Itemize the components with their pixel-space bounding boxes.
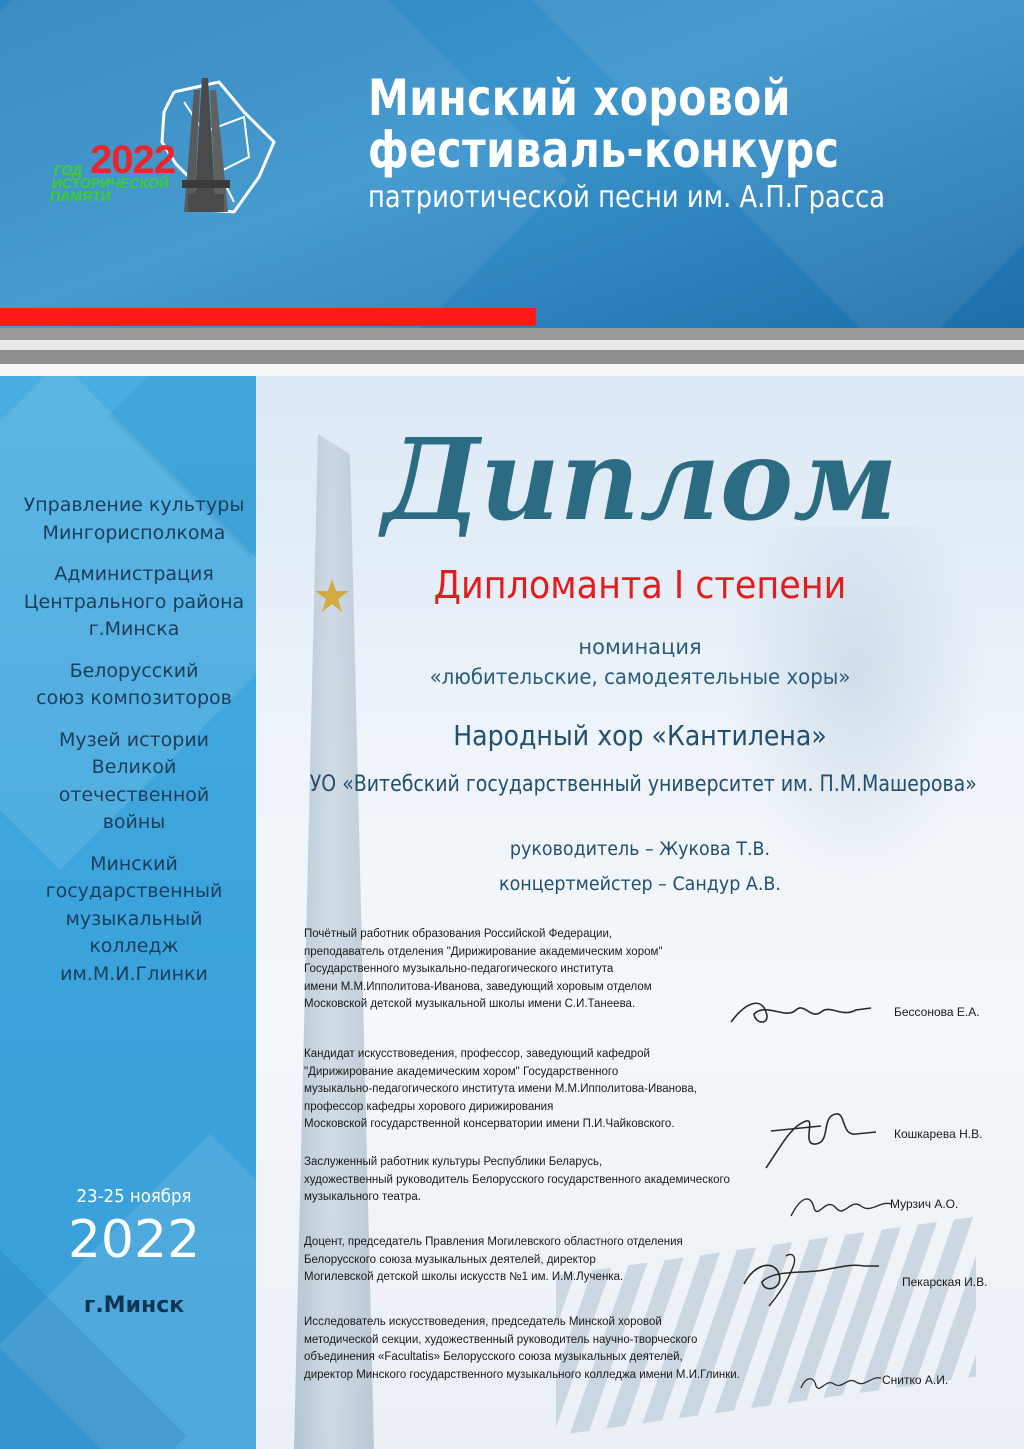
festival-title — [368, 69, 969, 218]
year-of-historical-memory-logo — [44, 72, 284, 222]
organizer-line: г.Минска — [88, 618, 180, 640]
choir-name: Народный хор «Кантилена» — [453, 719, 827, 752]
nomination-value: «любительские, самодеятельные хоры» — [429, 665, 851, 689]
jury-line: Почётный работник образования Российской Федерации, — [304, 928, 613, 940]
jury-line: профессор кафедры хорового дирижирования — [304, 1100, 554, 1113]
jury-line: Исследователь искусствоведения, председатель Минской хоровой — [304, 1316, 662, 1328]
institution-name: УО «Витебский государственный университет им. П.М.Машерова» — [309, 772, 977, 797]
jury-line: Московской детской музыкальной школы имени С.И.Танеева. — [304, 998, 636, 1010]
organizers-list — [0, 492, 256, 1002]
jury-line: методической секции, художественный руководитель научно-творческого — [304, 1333, 698, 1346]
jury-line: Белорусского союза музыкальных деятелей, директор — [304, 1253, 596, 1266]
jury-name: Пекарская И.В. — [902, 1275, 988, 1289]
event-dates — [0, 1186, 268, 1320]
red-stripe — [0, 308, 536, 326]
nomination-label: номинация — [578, 635, 702, 659]
logo-caption — [49, 164, 172, 203]
signature-icon — [786, 1186, 896, 1226]
jury-line: Московской государственной консерватории имени П.И.Чайковского. — [304, 1118, 675, 1130]
jury-name: Кошкарева Н.В. — [894, 1127, 983, 1141]
jury-line: музыкально-педагогического института имени М.М.Ипполитова-Иванова, — [304, 1083, 697, 1095]
title-line-1: Минский хоровой — [368, 69, 791, 127]
signature-icon — [796, 1366, 886, 1396]
jury-line: объединения «Facultatis» Белорусского союза музыкальных деятелей, — [304, 1351, 683, 1363]
jury-member-description — [304, 1314, 824, 1384]
gray-stripe — [0, 350, 1024, 364]
organizer-composers-union — [0, 658, 256, 713]
organizer-music-college — [0, 851, 256, 989]
organizer-line: им.М.И.Глинки — [60, 962, 208, 985]
title-subtitle: патриотической песни им. А.П.Грасса — [368, 180, 886, 215]
signature-icon — [726, 992, 876, 1032]
organizer-line: Минский — [90, 852, 178, 875]
white-stripe — [0, 364, 1024, 376]
jury-line: музыкального театра. — [304, 1191, 421, 1203]
signature-icon — [734, 1244, 884, 1314]
organizer-culture-department — [0, 492, 256, 547]
organizer-line: Великой — [91, 756, 177, 778]
jury-member-description — [304, 1046, 824, 1134]
jury-line: имени М.М.Ипполитова-Иванова, заведующий хоровым отделом — [304, 980, 652, 993]
gray-stripe — [0, 328, 1024, 340]
jury-line: Государственного музыкально-педагогического института — [304, 963, 614, 975]
jury-line: Кандидат искусствоведения, профессор, заведующий кафедрой — [304, 1048, 650, 1060]
jury-name: Бессонова Е.А. — [894, 1005, 980, 1019]
logo-caption-line: ПАМЯТИ — [49, 188, 112, 204]
organizer-line: Белорусский — [69, 659, 199, 682]
event-date-range: 23-25 ноября — [76, 1186, 192, 1207]
organizer-war-museum — [0, 727, 256, 837]
event-year: 2022 — [67, 1210, 201, 1270]
jury-line: художественный руководитель Белорусского государственного академического — [304, 1173, 730, 1186]
diploma-degree: Дипломанта I степени — [433, 563, 847, 607]
header-banner — [0, 0, 1024, 328]
organizer-line: войны — [102, 811, 166, 833]
organizer-district-administration — [0, 561, 256, 644]
organizer-line: Центрального района — [23, 590, 245, 613]
organizer-line: музыкальный — [65, 907, 203, 930]
logo-caption-line: ГОД — [52, 162, 84, 178]
title-line-2: фестиваль-конкурс — [368, 121, 840, 179]
event-city: г.Минск — [83, 1293, 185, 1318]
organizer-line: Музей истории — [58, 728, 210, 751]
organizer-line: государственный — [45, 880, 223, 902]
jury-name: Мурзич А.О. — [890, 1197, 959, 1211]
jury-line: директор Минского государственного музыкального колледжа имени М.И.Глинки. — [304, 1368, 740, 1381]
jury-line: Могилевской детской школы искусств №1 им. И.М.Лученка. — [304, 1271, 624, 1283]
jury-line: Заслуженный работник культуры Республики Беларусь, — [304, 1156, 603, 1168]
jury-name: Снитко А.И. — [882, 1373, 949, 1387]
organizer-line: Управление культуры — [23, 494, 245, 516]
jury-line: Доцент, председатель Правления Могилевского областного отделения — [304, 1236, 683, 1248]
diploma-title: Диплом — [382, 415, 898, 546]
choir-accompanist: концертмейстер – Сандур А.В. — [499, 873, 781, 895]
organizer-line: колледж — [89, 935, 179, 957]
organizer-line: отечественной — [58, 783, 210, 806]
logo-year: 2022 — [90, 138, 175, 182]
organizer-line: союз композиторов — [36, 687, 232, 709]
light-stripe — [0, 340, 1024, 350]
choir-leader: руководитель – Жукова Т.В. — [509, 838, 771, 860]
jury-member-description — [304, 1154, 824, 1207]
jury-line: преподаватель отделения "Дирижирование академическим хором" — [304, 945, 663, 958]
organizer-line: Администрация — [54, 563, 214, 585]
diploma-content — [256, 376, 1024, 1449]
jury-line: "Дирижирование академическим хором" Государственного — [304, 1065, 619, 1078]
organizer-line: Мингорисполкома — [42, 521, 226, 544]
logo-caption-line: ИСТОРИЧЕСКОЙ — [50, 175, 171, 191]
